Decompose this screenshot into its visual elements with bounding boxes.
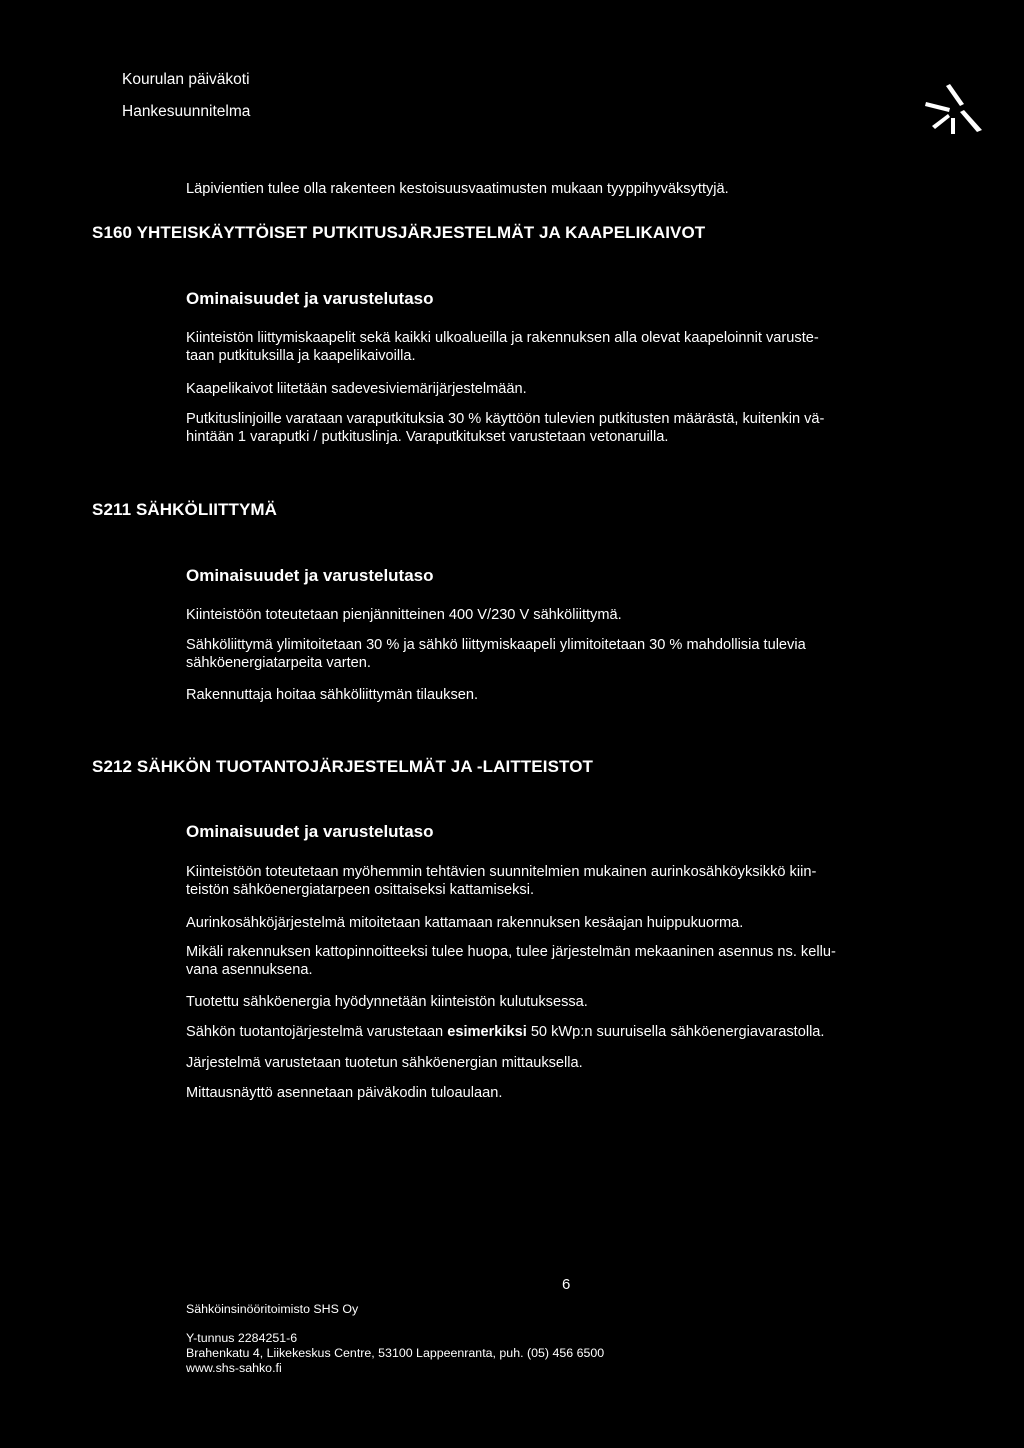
header-project-name: Kourulan päiväkoti	[122, 71, 250, 88]
s212-p5-text-pre: Sähkön tuotantojärjestelmä varustetaan	[186, 1024, 448, 1040]
s211-p2-line-2: sähköenergiatarpeita varten.	[186, 655, 371, 671]
s212-p5-emphasis: esimerkiksi	[447, 1024, 527, 1040]
s211-p2-line-1: Sähköliittymä ylimitoitetaan 30 % ja sähkö liittymiskaapeli ylimitoitetaan 30 % mahdollisia tulevia	[186, 637, 806, 653]
subheading-s211: Ominaisuudet ja varustelutaso	[186, 566, 434, 585]
s212-paragraph-4: Tuotettu sähköenergia hyödynnetään kiinteistön kulutuksessa.	[186, 994, 588, 1010]
subheading-s212: Ominaisuudet ja varustelutaso	[186, 822, 434, 841]
s212-paragraph-6: Järjestelmä varustetaan tuotetun sähköenergian mittauksella.	[186, 1055, 583, 1071]
s211-paragraph-3: Rakennuttaja hoitaa sähköliittymän tilauksen.	[186, 687, 479, 703]
footer-address: Brahenkatu 4, Liikekeskus Centre, 53100 Lappeenranta, puh. (05) 456 6500	[186, 1346, 605, 1360]
s212-p1-line-1: Kiinteistöön toteutetaan myöhemmin tehtävien suunnitelmien mukainen aurinkosähköyksikkö kiin-	[186, 864, 817, 880]
s160-paragraph-1	[186, 329, 956, 365]
s212-p5-text-post: 50 kWp:n suuruisella sähköenergiavarastolla.	[526, 1024, 825, 1040]
s211-paragraph-2	[186, 636, 956, 672]
header-document-type: Hankesuunnitelma	[122, 103, 251, 120]
s212-paragraph-7: Mittausnäyttö asennetaan päiväkodin tuloaulaan.	[186, 1085, 503, 1101]
s160-p1-line-2: taan putkituksilla ja kaapelikaivoilla.	[186, 348, 416, 364]
s160-paragraph-2: Kaapelikaivot liitetään sadevesiviemärijärjestelmään.	[186, 381, 527, 397]
s212-p3-line-1: Mikäli rakennuksen kattopinnoitteeksi tulee huopa, tulee järjestelmän mekaaninen asennus ns. kellu-	[186, 944, 836, 960]
s160-paragraph-3	[186, 410, 956, 446]
s211-paragraph-1: Kiinteistöön toteutetaan pienjännitteinen 400 V/230 V sähköliittymä.	[186, 607, 622, 623]
s212-paragraph-5	[186, 1023, 956, 1041]
s212-paragraph-3	[186, 943, 956, 979]
s212-paragraph-2: Aurinkosähköjärjestelmä mitoitetaan kattamaan rakennuksen kesäajan huippukuorma.	[186, 915, 744, 931]
s212-p1-line-2: teistön sähköenergiatarpeen osittaiseksi kattamiseksi.	[186, 882, 534, 898]
s212-p3-line-2: vana asennuksena.	[186, 962, 313, 978]
subheading-s160: Ominaisuudet ja varustelutaso	[186, 289, 434, 308]
s160-p3-line-2: hintään 1 varaputki / putkituslinja. Varaputkitukset varustetaan vetonaruilla.	[186, 429, 669, 445]
footer-business-id: Y-tunnus 2284251-6	[186, 1331, 298, 1345]
s160-p1-line-1: Kiinteistön liittymiskaapelit sekä kaikki ulkoalueilla ja rakennuksen alla olevat kaapeloinnit varuste-	[186, 330, 819, 346]
page-number: 6	[562, 1276, 571, 1293]
shs-starburst-logo-icon	[920, 82, 984, 136]
s160-p3-line-1: Putkituslinjoille varataan varaputkituksia 30 % käyttöön tulevien putkitusten määrästä, kuitenkin vä-	[186, 411, 825, 427]
footer-website-link[interactable]: www.shs-sahko.fi	[186, 1361, 282, 1375]
section-title-s211: S211 SÄHKÖLIITTYMÄ	[92, 500, 278, 519]
section-title-s212: S212 SÄHKÖN TUOTANTOJÄRJESTELMÄT JA -LAITTEISTOT	[92, 757, 593, 776]
intro-paragraph: Läpivientien tulee olla rakenteen kestoisuusvaatimusten mukaan tyyppihyväksyttyjä.	[186, 181, 729, 197]
section-title-s160: S160 YHTEISKÄYTTÖISET PUTKITUSJÄRJESTELMÄT JA KAAPELIKAIVOT	[92, 223, 706, 242]
footer-company-name: Sähköinsinööritoimisto SHS Oy	[186, 1302, 359, 1316]
s212-paragraph-1	[186, 863, 956, 899]
